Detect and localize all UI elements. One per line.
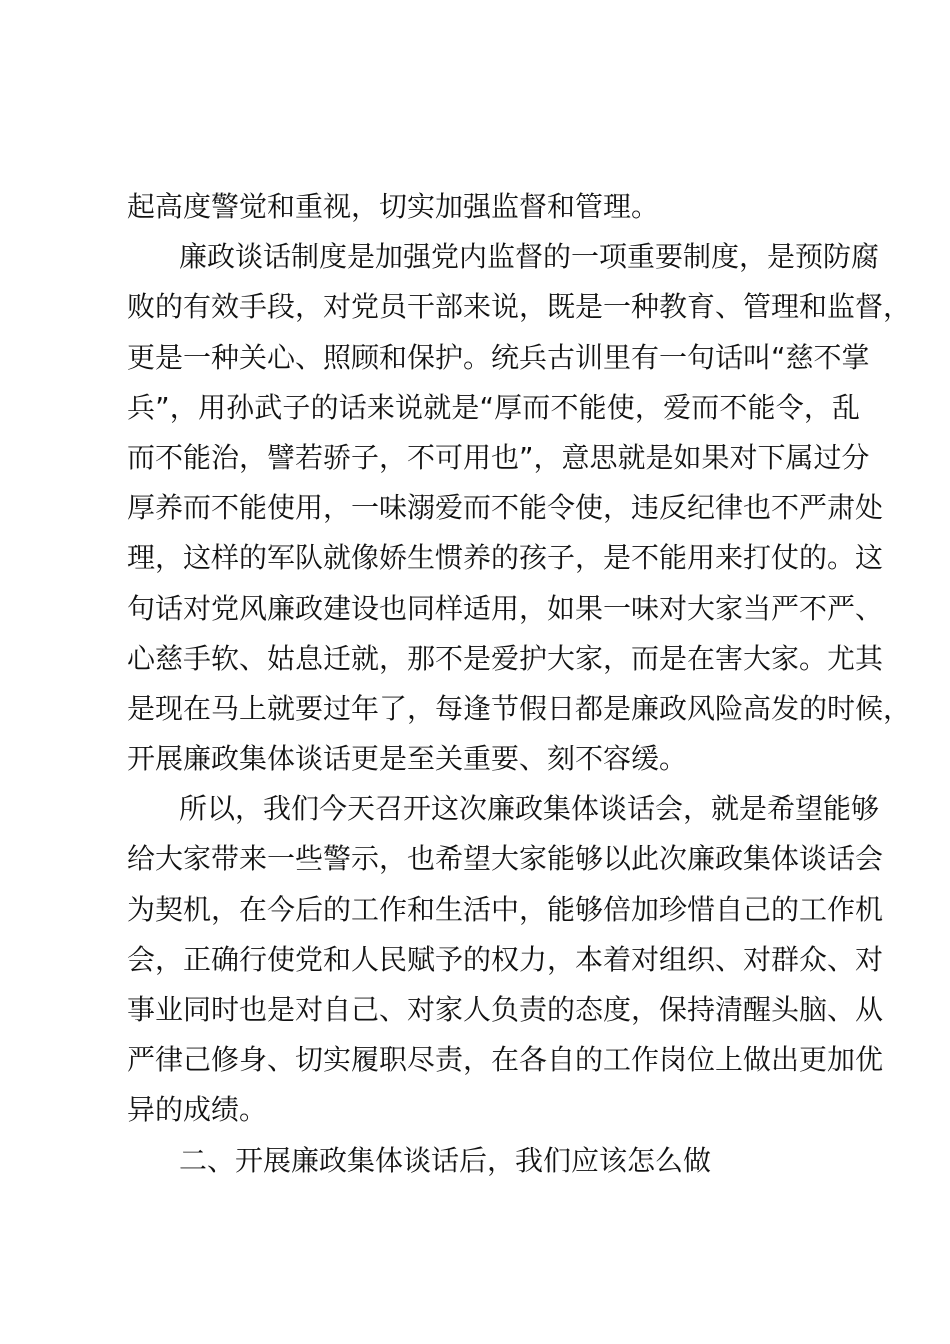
- paragraph-line: 是现在马上就要过年了，每逢节假日都是廉政风险高发的时候，: [127, 691, 912, 725]
- paragraph-line: 而不能治，譬若骄子，不可用也”，意思就是如果对下属过分: [127, 440, 870, 474]
- paragraph-line: 事业同时也是对自己、对家人负责的态度，保持清醒头脑、从: [127, 993, 884, 1026]
- section-heading: 二、开展廉政集体谈话后，我们应该怎么做: [179, 1143, 712, 1177]
- paragraph-line: 为契机，在今后的工作和生活中，能够倍加珍惜自己的工作机: [127, 892, 884, 926]
- paragraph-line: 异的成绩。: [127, 1093, 268, 1127]
- paragraph-line: 起高度警觉和重视，切实加强监督和管理。: [127, 190, 660, 223]
- paragraph-line: 理，这样的军队就像娇生惯养的孩子，是不能用来打仗的。这: [127, 541, 884, 575]
- paragraph-line: 兵”，用孙武子的话来说就是“厚而不能使，爱而不能令，乱: [127, 390, 860, 424]
- paragraph-line: 给大家带来一些警示，也希望大家能够以此次廉政集体谈话会: [127, 842, 884, 876]
- paragraph-line: 严律己修身、切实履职尽责，在各自的工作岗位上做出更加优: [127, 1043, 884, 1077]
- paragraph-line: 更是一种关心、照顾和保护。统兵古训里有一句话叫“慈不掌: [127, 340, 870, 374]
- paragraph-line: 廉政谈话制度是加强党内监督的一项重要制度，是预防腐: [179, 240, 880, 274]
- paragraph-line: 所以，我们今天召开这次廉政集体谈话会，就是希望能够: [179, 792, 880, 826]
- paragraph-line: 心慈手软、姑息迁就，那不是爱护大家，而是在害大家。尤其: [127, 641, 884, 675]
- document-body: [127, 182, 912, 1186]
- paragraph-line: 败的有效手段，对党员干部来说，既是一种教育、管理和监督，: [127, 290, 912, 324]
- paragraph-line: 开展廉政集体谈话更是至关重要、刻不容缓。: [127, 742, 688, 776]
- paragraph-line: 厚养而不能使用，一味溺爱而不能令使，违反纪律也不严肃处: [127, 491, 884, 525]
- paragraph-line: 句话对党风廉政建设也同样适用，如果一味对大家当严不严、: [127, 591, 884, 625]
- paragraph-line: 会，正确行使党和人民赋予的权力，本着对组织、对群众、对: [127, 942, 884, 976]
